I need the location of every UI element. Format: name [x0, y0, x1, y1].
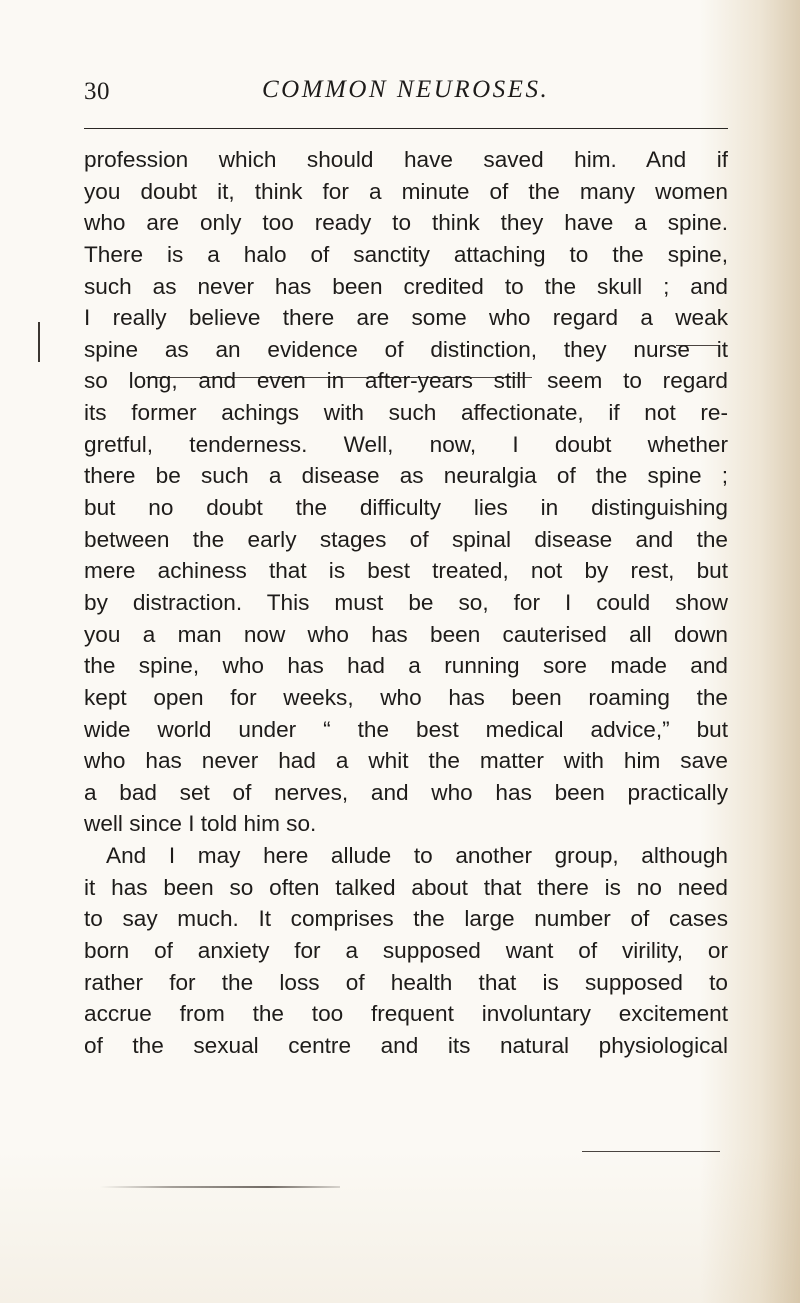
text-line: kept open for weeks, who has been roaming the — [84, 684, 728, 710]
text-line: its former achings with such affectionate, if not re- — [84, 400, 728, 426]
text-line: There is a halo of sanctity attaching to the spine, — [84, 241, 728, 267]
text-line: rather for the loss of health that is supposed to — [84, 969, 728, 995]
text-line: accrue from the too frequent involuntary excitement — [84, 1001, 728, 1027]
text-line: of the sexual centre and its natural physiological — [84, 1032, 728, 1058]
margin-pencil-mark — [38, 322, 40, 362]
text-line: to say much. It comprises the large number of cases — [84, 906, 728, 932]
page-number: 30 — [84, 78, 110, 105]
text-line: mere achiness that is best treated, not by rest, but — [84, 558, 728, 584]
text-line: spine as an evidence of distinction, they nurse it — [84, 336, 728, 362]
running-head — [84, 74, 728, 114]
paragraph-first-line: And I may here allude to another group, although — [106, 843, 728, 869]
text-line: by distraction. This must be so, for I could show — [84, 589, 728, 615]
text-line: gretful, tenderness. Well, now, I doubt whether — [84, 431, 728, 457]
header-rule — [84, 128, 728, 129]
text-line: who are only too ready to think they have a spine. — [84, 210, 728, 236]
text-line: born of anxiety for a supposed want of virility, or — [84, 938, 728, 964]
page-title: COMMON NEUROSES. — [262, 76, 550, 103]
text-line: you a man now who has been cauterised all down — [84, 621, 728, 647]
page-smudge — [100, 1186, 340, 1188]
text-line: there be such a disease as neuralgia of the spine ; — [84, 463, 728, 489]
text-line: I really believe there are some who regard a weak — [84, 305, 728, 331]
text-line: profession which should have saved him. And if — [84, 147, 728, 172]
paragraph-last-line: well since I told him so. — [84, 811, 317, 837]
text-line: a bad set of nerves, and who has been practically — [84, 779, 728, 805]
text-line: so long, and even in after-years still seem to regard — [84, 368, 728, 394]
text-line: but no doubt the difficulty lies in distinguishing — [84, 495, 728, 521]
pencil-strike-excitement — [582, 1151, 720, 1152]
text-line: it has been so often talked about that there is no need — [84, 874, 728, 900]
text-line: wide world under “ the best medical advice,” but — [84, 716, 728, 742]
text-line: the spine, who has had a running sore made and — [84, 653, 728, 679]
text-line: between the early stages of spinal disease and the — [84, 526, 728, 552]
body-text — [84, 144, 728, 1062]
text-line: who has never had a whit the matter with him save — [84, 748, 728, 774]
text-line: you doubt it, think for a minute of the many women — [84, 178, 728, 204]
text-line: such as never has been credited to the skull ; and — [84, 273, 728, 299]
